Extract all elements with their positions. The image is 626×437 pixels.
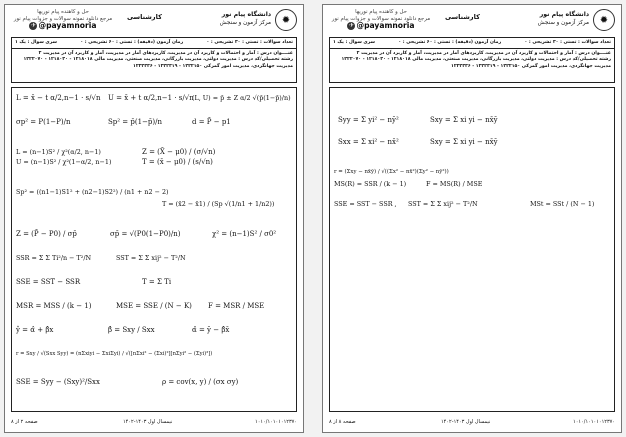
formula-sst-right: SST = Σ Σ xij² − T²/N — [408, 200, 478, 208]
question-series: سری سوال : یک ۱ — [15, 40, 58, 45]
semester: نیمسال اول ۱۴۰۳-۱۴۰۲ — [441, 419, 491, 425]
exam-info-box — [11, 37, 297, 83]
formula-sse: SSE = SST − SSR — [16, 278, 81, 286]
field-code-2: مدیریت جهانگردی، مدیریت امور گمرکی ۱۲۲۲۱۵۰ - ۱۲۲۲۳۱۹ - ۱۲۲۲۳۳۶ — [451, 63, 611, 69]
formula-t-total: T = Σ Ti — [142, 278, 172, 286]
course-title: عنــــوان درس : آمار و احتمالات و کاربرد آن در مدیریت، کاربردهای آمار در مدیریت، آمار و کاربرد آن در مدیریت ۲ — [356, 51, 611, 57]
exam-time: زمان آزمون (دقیقه) : تستی : ۶۰ تشریحی : ۰ — [398, 40, 502, 45]
formula-msr-right: MS(R) = SSR / (k − 1) — [334, 180, 407, 188]
exam-page-left — [4, 4, 304, 433]
formula-r-alt: r = (Σxy − nx̄ȳ) / √((Σx² − nx̄²)(Σy² − nȳ²)) — [334, 169, 449, 175]
formula-two-sample-t: T = (x̄2 − x̄1) / (Sp √(1/n1 + 1/n2)) — [162, 200, 275, 208]
university-logo-icon: ✹ — [275, 9, 297, 31]
formula-rho: ρ = cov(x, y) / (σx σy) — [162, 378, 239, 386]
formula-msr: MSR = MSS / (k − 1) — [16, 302, 92, 310]
formula-z-prop: Z = (P̄ − P0) / σp̄ — [16, 230, 77, 238]
formula-ssr: SSR = Σ Σ Ti²/n − T²/N — [16, 254, 92, 262]
formula-sse-right: SSE = SST − SSR , — [334, 200, 397, 208]
exam-time: زمان آزمون (دقیقه) : تستی : ۶۰ تشریحی : ۰ — [80, 40, 184, 45]
formula-alpha-hat: α̂ = ȳ − β̂x̄ — [192, 326, 230, 334]
exam-code: ۱۰۱۰/۱۰۱۰۱۰۱۲۳۷۰ — [573, 419, 615, 425]
university-logo-icon: ✹ — [593, 9, 615, 31]
telegram-icon: ✈ — [30, 22, 36, 30]
promo-handle[interactable]: @payamnoria — [38, 21, 97, 31]
formula-d: d = P̄ − p1 — [192, 118, 231, 126]
formula-sse-regression: SSE = Syy − (Sxy)²/Sxx — [16, 378, 100, 386]
degree-level: کارشناسی — [127, 13, 162, 21]
page-number: صفحه ۸ از ۸ — [329, 419, 356, 425]
formula-var-p: σp² = P(1−P)/n — [16, 118, 71, 126]
formula-chi-upper: U = (n−1)S² / χ²(1−α/2, n−1) — [16, 158, 112, 166]
formula-ci-proportion: (L, U) = p̄ ± Z α/2 √(p̄(1−p̄)/n) — [192, 94, 291, 102]
question-count: تعداد سوالات : تستی : ۳۰ تشریحی : ۰ — [524, 40, 611, 45]
university-name: دانشگاه پیام نور مرکز آزمون و سنجش — [537, 11, 589, 26]
course-title: عنــــوان درس : آمار و احتمالات و کاربرد آن در مدیریت، کاربردهای آمار در مدیریت، آمار و کاربرد آن در مدیریت ۲ — [38, 51, 293, 57]
formula-sp2-prop: Sp² = p̄(1−p̄)/n — [108, 118, 163, 126]
exam-info-box — [329, 37, 615, 83]
field-code-2: مدیریت جهانگردی، مدیریت امور گمرکی ۱۲۲۲۱۵۰ - ۱۲۲۲۳۱۹ - ۱۲۲۲۳۳۶ — [133, 63, 293, 69]
page-footer — [11, 416, 297, 428]
formula-sxy: Sxy = Σ xi yi − nx̄ȳ — [430, 116, 498, 124]
promo-block: حل و کاهنده پیام نوریها مرجع دانلود نمونه سوالات و جزوات پیام نور ✈ @payamnoria — [13, 9, 113, 31]
formula-sheet-right — [329, 87, 615, 412]
formula-ci-upper: U = x̄ + t α/2,n−1 · s/√n — [108, 94, 194, 102]
degree-level: کارشناسی — [445, 13, 480, 21]
formula-sigma-p: σp̄ = √(P0(1−P0)/n) — [110, 230, 181, 238]
page-footer — [329, 416, 615, 428]
telegram-icon: ✈ — [348, 22, 354, 30]
formula-regression: ŷ = α̂ + β̂x — [16, 326, 54, 334]
exam-code: ۱۰۱۰/۱۰۱۰۱۰۱۲۳۷۰ — [255, 419, 297, 425]
question-series: سری سوال : یک ۱ — [333, 40, 376, 45]
formula-sst: SST = Σ Σ xij² − T²/N — [116, 254, 186, 262]
university-name: دانشگاه پیام نور مرکز آزمون و سنجش — [219, 11, 271, 26]
formula-sheet-left — [11, 87, 297, 412]
formula-correlation: r = Sxy / √(Sxx Syy) = (nΣxiyi − ΣxiΣyi) / √([nΣxi² − (Σxi)²][nΣyi² − (Σyi)²]) — [16, 351, 213, 357]
formula-sxy-2: Sxy = Σ xi yi − nx̄ȳ — [430, 138, 498, 146]
formula-chi-lower: L = (n−1)S² / χ²(α/2, n−1) — [16, 148, 101, 156]
question-count: تعداد سوالات : تستی : ۳۰ تشریحی : ۰ — [206, 40, 293, 45]
formula-beta-hat: β̂ = Sxy / Sxx — [108, 326, 155, 334]
formula-t-test: T = (x̄ − μ0) / (s/√n) — [142, 158, 213, 166]
formula-sxx: Sxx = Σ xi² − nx̄² — [338, 138, 399, 146]
field-code: رشته تحصیلی/کد درس : مدیریت دولتی، مدیریت بازرگانی، مدیریت صنعتی، مدیریت مالی ۱۲۱۸۰۱۸ - ۱۲۱۸۰۳۰ - ۱۲۲۲۰۷۰ — [341, 57, 611, 63]
promo-handle[interactable]: @payamnoria — [356, 21, 415, 31]
page-number: صفحه ۲ از ۸ — [11, 419, 38, 425]
formula-mst: MSt = SSt / (N − 1) — [530, 200, 595, 208]
formula-chi-square: χ² = (n−1)S² / σ0² — [212, 230, 277, 238]
formula-z-test: Z = (X̄ − μ0) / (σ/√n) — [142, 148, 216, 156]
formula-mse: MSE = SSE / (N − K) — [116, 302, 192, 310]
page-header — [329, 9, 615, 35]
formula-f-right: F = MS(R) / MSE — [426, 180, 483, 188]
formula-syy: Syy = Σ yi² − nȳ² — [338, 116, 399, 124]
semester: نیمسال اول ۱۴۰۳-۱۴۰۲ — [123, 419, 173, 425]
formula-ci-lower: L = x̄ − t α/2,n−1 · s/√n — [16, 94, 101, 102]
formula-pooled-var: Sp² = ((n1−1)S1² + (n2−1)S2²) / (n1 + n2 − 2) — [16, 188, 169, 196]
promo-block: حل و کاهنده پیام نوریها مرجع دانلود نمونه سوالات و جزوات پیام نور ✈ @payamnoria — [331, 9, 431, 31]
page-gap — [308, 0, 318, 437]
page-header — [11, 9, 297, 35]
formula-f: F = MSR / MSE — [208, 302, 265, 310]
field-code: رشته تحصیلی/کد درس : مدیریت دولتی، مدیریت بازرگانی، مدیریت صنعتی، مدیریت مالی ۱۲۱۸۰۱۸ - ۱۲۱۸۰۳۰ - ۱۲۲۲۰۷۰ — [23, 57, 293, 63]
exam-page-right — [322, 4, 622, 433]
